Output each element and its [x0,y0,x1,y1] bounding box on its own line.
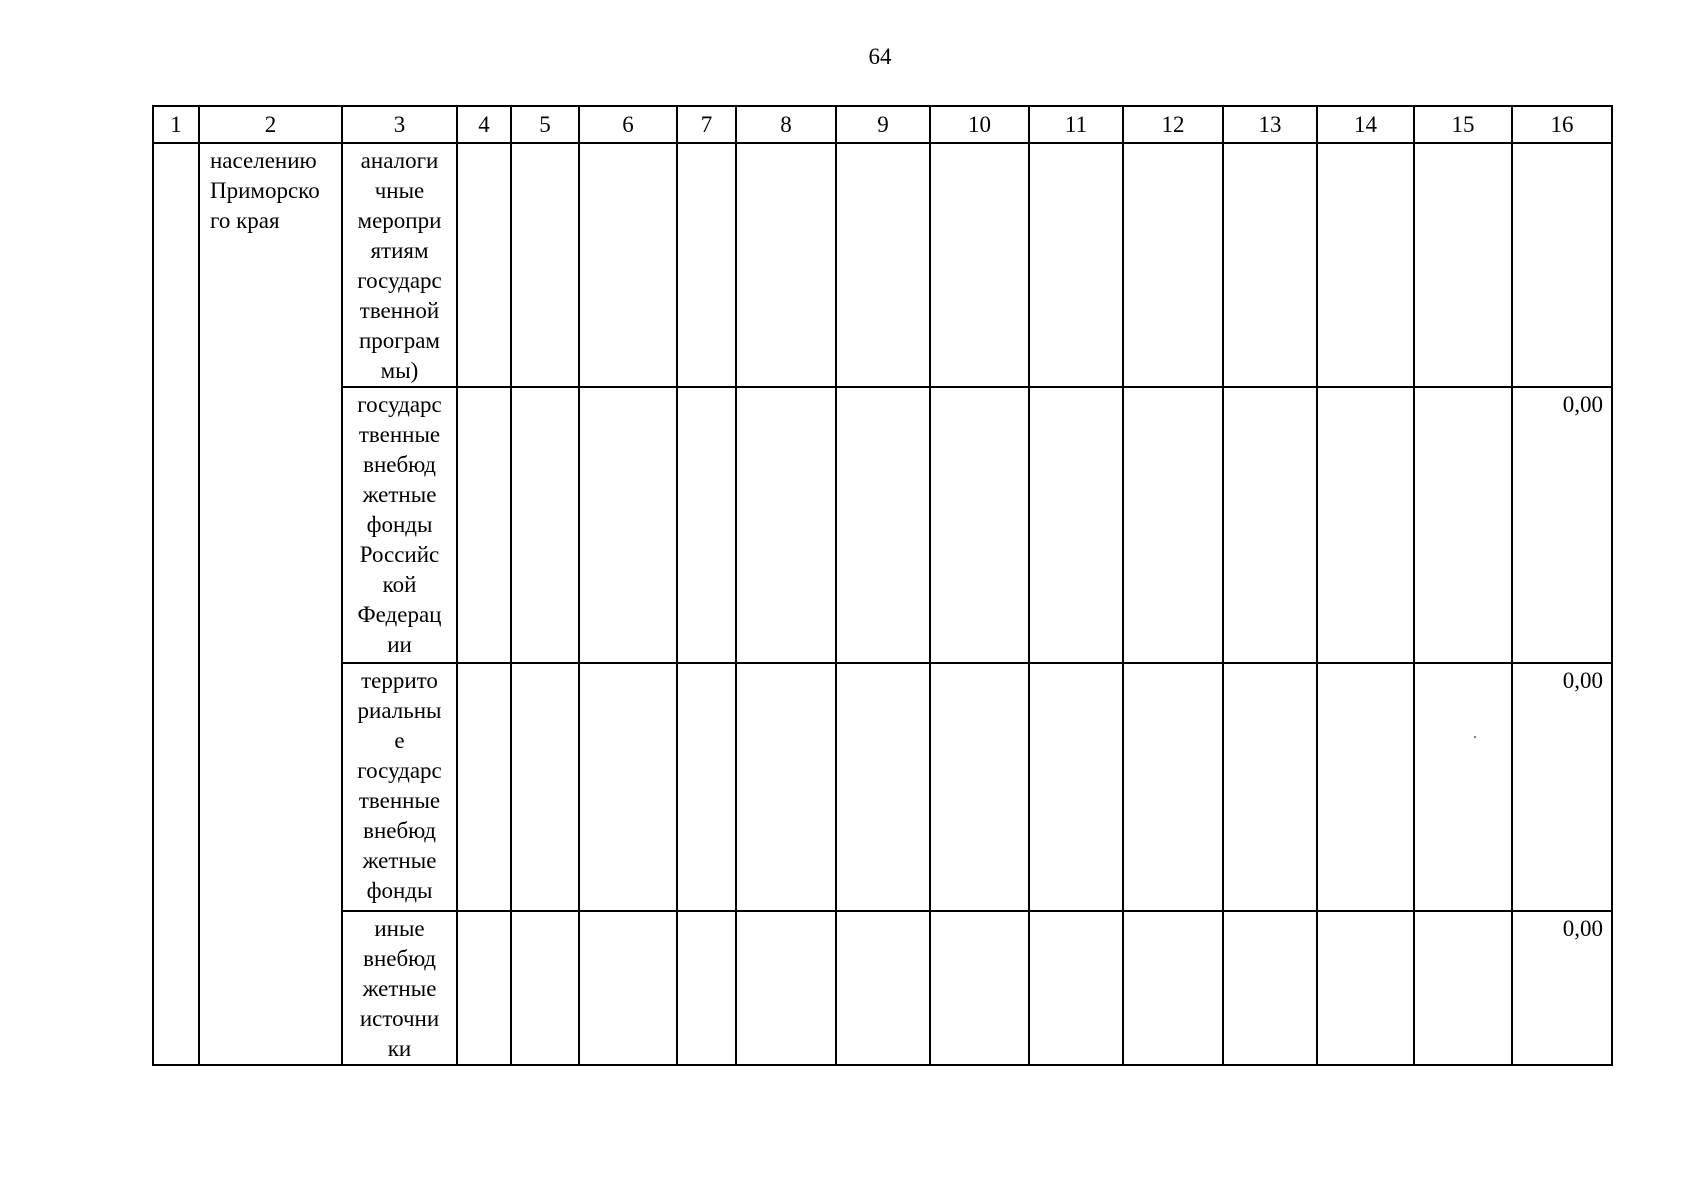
table-cell [511,663,579,911]
value-cell [1512,143,1612,387]
table-cell [579,143,677,387]
table-cell [677,911,736,1065]
table-cell [1029,387,1123,663]
table-cell [1123,387,1223,663]
table-cell [677,387,736,663]
table-cell [1123,911,1223,1065]
funding-source-cell: государс твенные внебюд жетные фонды Российс кой Федерац ии [342,387,457,663]
budget-table [152,105,1613,1066]
table-cell [1223,143,1317,387]
header-cell: 10 [930,106,1029,143]
table-cell [511,387,579,663]
table-cell [579,663,677,911]
table-cell [457,387,511,663]
value-cell: 0,00 [1512,911,1612,1065]
header-cell: 15 [1414,106,1512,143]
table-cell [457,143,511,387]
table-row [153,663,1612,911]
funding-source-cell: террито риальны е государс твенные внебюд жетные фонды [342,663,457,911]
table-cell [1123,143,1223,387]
table-cell [930,663,1029,911]
header-cell: 16 [1512,106,1612,143]
table-row [153,387,1612,663]
table-cell [736,143,836,387]
funding-source-cell: аналоги чные меропри ятиям государс твенной програм мы) [342,143,457,387]
table-cell [1317,143,1414,387]
table-cell [1223,911,1317,1065]
funding-source-cell: иные внебюд жетные источни ки [342,911,457,1065]
table-cell [1317,911,1414,1065]
value-cell: 0,00 [1512,387,1612,663]
table-cell [1029,663,1123,911]
table-cell [930,911,1029,1065]
page-number: 64 [868,44,892,69]
table-row [153,143,1612,387]
value-cell: 0,00 [1512,663,1612,911]
header-cell: 9 [836,106,930,143]
table-cell [1414,911,1512,1065]
header-cell: 8 [736,106,836,143]
header-cell: 1 [153,106,199,143]
table-cell [836,387,930,663]
table-cell [836,143,930,387]
table-cell [1414,663,1512,911]
table-cell [1223,387,1317,663]
table-cell [511,911,579,1065]
table-cell [1029,143,1123,387]
table-cell [1123,663,1223,911]
table-cell [677,663,736,911]
col1-cell [153,143,199,1065]
header-cell: 11 [1029,106,1123,143]
table-cell [1223,663,1317,911]
header-cell: 4 [457,106,511,143]
header-cell: 3 [342,106,457,143]
table-cell [1317,387,1414,663]
table-cell [930,143,1029,387]
table-cell [736,911,836,1065]
header-cell: 2 [199,106,342,143]
table-cell [1029,911,1123,1065]
table-cell [1317,663,1414,911]
table-cell [1414,387,1512,663]
scan-speck [1474,736,1476,738]
header-cell: 6 [579,106,677,143]
table-cell [457,911,511,1065]
table-cell [579,387,677,663]
header-cell: 13 [1223,106,1317,143]
table-cell [1414,143,1512,387]
table-cell [457,663,511,911]
table-header-row [153,106,1612,143]
table-row [153,911,1612,1065]
table-cell [930,387,1029,663]
table-cell [677,143,736,387]
header-cell: 12 [1123,106,1223,143]
table-cell [836,663,930,911]
table-cell [511,143,579,387]
table-cell [736,387,836,663]
table-cell [736,663,836,911]
recipient-cell: населению Приморско го края [199,143,342,1065]
table-cell [836,911,930,1065]
header-cell: 14 [1317,106,1414,143]
table-cell [579,911,677,1065]
header-cell: 5 [511,106,579,143]
header-cell: 7 [677,106,736,143]
